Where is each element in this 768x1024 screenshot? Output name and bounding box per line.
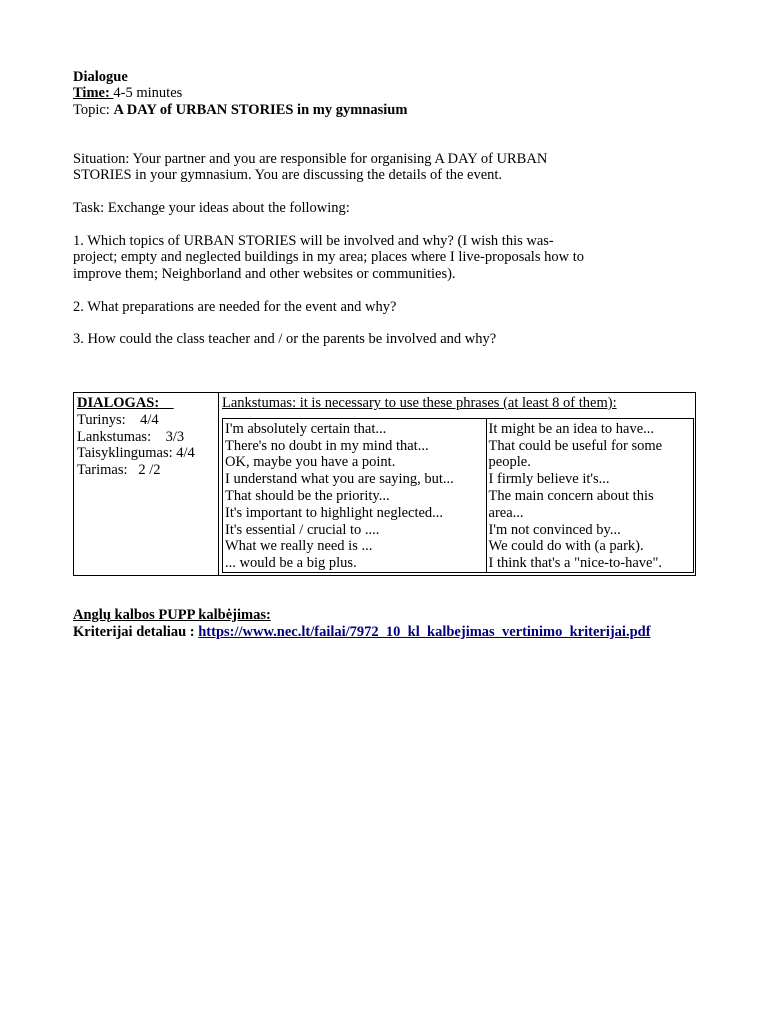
situation-paragraph: Situation: Your partner and you are responsible for organising A DAY of URBAN STORIES in your gymnasium. You are discussing the details of the event. xyxy=(73,151,548,184)
document-title: Dialogue xyxy=(73,69,128,85)
question-2: 2. What preparations are needed for the event and why? xyxy=(73,298,397,315)
criteria-link[interactable]: https://www.nec.lt/failai/7972_10_kl_kalbejimas_vertinimo_kriterijai.pdf xyxy=(198,623,651,640)
task-text: Task: Exchange your ideas about the following: xyxy=(73,200,350,217)
scores-heading: DIALOGAS: xyxy=(77,395,160,411)
document-body xyxy=(73,69,703,348)
phrase-item: There's no doubt in my mind that... xyxy=(225,437,429,454)
phrases-table xyxy=(222,418,694,573)
phrase-item: It's essential / crucial to .... xyxy=(225,521,380,538)
phrase-item: The main concern about this xyxy=(488,487,654,504)
phrase-item: It might be an idea to have... xyxy=(488,420,655,437)
phrase-item: I'm absolutely certain that... xyxy=(225,420,387,437)
phrases-cell xyxy=(219,393,696,576)
footer-section xyxy=(73,607,651,641)
score-item: Lankstumas: 3/3 xyxy=(77,428,185,445)
phrase-item: I'm not convinced by... xyxy=(488,521,621,538)
scores-cell xyxy=(74,393,219,576)
phrase-item: We could do with (a park). xyxy=(488,538,644,555)
phrase-item: ... would be a big plus. xyxy=(225,555,357,572)
score-item: Turinys: 4/4 xyxy=(77,411,159,428)
phrase-item: area... xyxy=(488,504,524,521)
question-1: 1. Which topics of URBAN STORIES will be involved and why? (I wish this was- project; empty and neglected buildings in my area; places where I live-proposals how to improve them; Neighborland and other websites or communities). xyxy=(73,233,584,282)
criteria-table xyxy=(73,392,696,576)
criteria-line: Kriterijai detaliau : https://www.nec.lt/failai/7972_10_kl_kalbejimas_vertinimo_kriterijai.pdf xyxy=(73,623,651,640)
phrase-item: That could be useful for some xyxy=(488,437,663,454)
phrase-item: It's important to highlight neglected... xyxy=(225,504,444,521)
phrase-item: That should be the priority... xyxy=(225,487,390,504)
phrases-column-2 xyxy=(486,418,693,572)
phrases-heading: Lankstumas: it is necessary to use these phrases (at least 8 of them): xyxy=(222,395,617,411)
time-line: Time: 4-5 minutes xyxy=(73,85,183,102)
phrase-item: What we really need is ... xyxy=(225,538,373,555)
phrase-item: I think that's a "nice-to-have". xyxy=(488,555,663,572)
footer-heading: Anglų kalbos PUPP kalbėjimas: xyxy=(73,607,271,623)
question-3: 3. How could the class teacher and / or the parents be involved and why? xyxy=(73,331,497,348)
phrase-item: people. xyxy=(488,454,531,471)
phrase-item: OK, maybe you have a point. xyxy=(225,454,396,471)
score-item: Tarimas: 2 /2 xyxy=(77,462,161,479)
score-item: Taisyklingumas: 4/4 xyxy=(77,445,195,462)
phrase-item: I understand what you are saying, but... xyxy=(225,471,454,488)
phrases-column-1 xyxy=(223,418,487,572)
topic-line: Topic: A DAY of URBAN STORIES in my gymnasium xyxy=(73,101,408,118)
phrase-item: I firmly believe it's... xyxy=(488,471,610,488)
